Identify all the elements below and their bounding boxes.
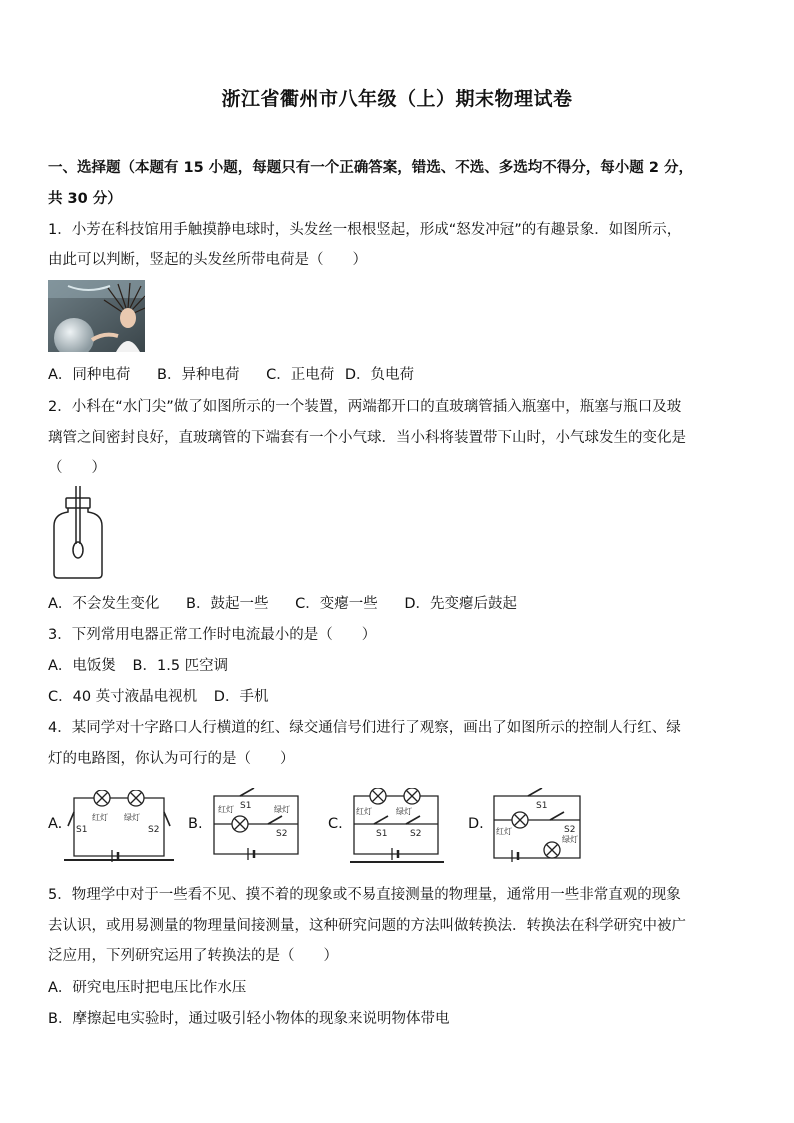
q1-options <box>48 363 414 384</box>
q2-stem-cont2: （ ） <box>48 460 106 476</box>
q2-option-c[interactable]: C．变瘪一些 <box>295 596 378 612</box>
q4a-s2-label: S2 <box>148 825 160 835</box>
q2-stem-cont: 璃管之间密封良好，直玻璃管的下端套有一个小气球．当小科将装置带下山时，小气球发生的变化是 <box>48 430 686 446</box>
q4c-s1-label: S1 <box>376 829 388 839</box>
q4a-green-label: 绿灯 <box>124 813 140 822</box>
q4b-green-label: 绿灯 <box>274 805 290 814</box>
q4b-s1-label: S1 <box>240 801 252 811</box>
q4-option-d[interactable]: D. <box>468 816 484 832</box>
q4d-s1-label: S1 <box>536 801 548 811</box>
q4-circuit-b <box>210 788 302 866</box>
q5-stem: 5．物理学中对于一些看不见、摸不着的现象或不易直接测量的物理量，通常用一些非常直观的现象 <box>48 887 681 903</box>
q4-option-b[interactable]: B. <box>188 816 203 832</box>
q2-option-a[interactable]: A．不会发生变化 <box>48 596 160 612</box>
q4-circuit-c <box>350 788 444 868</box>
q4b-s2-label: S2 <box>276 829 288 839</box>
q4a-red-label: 红灯 <box>92 813 108 822</box>
q4d-s2-label: S2 <box>564 825 576 835</box>
q4c-red-label: 红灯 <box>356 807 372 816</box>
q3-option-b[interactable]: B．1.5 匹空调 <box>132 658 229 674</box>
q3-options-row2 <box>48 685 268 706</box>
q3-options-row1 <box>48 654 228 675</box>
q4-circuit-d <box>490 788 586 870</box>
section-heading-cont: 共 30 分） <box>48 191 122 207</box>
q1-stem-cont: 由此可以判断，竖起的头发丝所带电荷是（ ） <box>48 252 367 268</box>
q4-option-c[interactable]: C. <box>328 816 343 832</box>
q2-options <box>48 592 517 613</box>
q3-option-c[interactable]: C．40 英寸液晶电视机 <box>48 689 198 705</box>
q4-stem-cont: 灯的电路图，你认为可行的是（ ） <box>48 751 295 767</box>
q4c-green-label: 绿灯 <box>396 807 412 816</box>
q4-stem: 4．某同学对十字路口人行横道的红、绿交通信号们进行了观察，画出了如图所示的控制人行红、绿 <box>48 720 681 736</box>
q4-circuit-a <box>64 790 174 866</box>
q4d-red-label: 红灯 <box>496 827 512 836</box>
q4c-s2-label: S2 <box>410 829 422 839</box>
q1-option-b[interactable]: B．异种电荷 <box>157 367 240 383</box>
q4b-red-label: 红灯 <box>218 805 234 814</box>
q4a-s1-label: S1 <box>76 825 88 835</box>
page-title: 浙江省衢州市八年级（上）期末物理试卷 <box>221 88 573 110</box>
q3-option-a[interactable]: A．电饭煲 <box>48 658 116 674</box>
q4d-green-label: 绿灯 <box>562 835 578 844</box>
q1-option-d[interactable]: D．负电荷 <box>344 367 414 383</box>
q3-option-d[interactable]: D．手机 <box>213 689 269 705</box>
q5-option-b[interactable]: B．摩擦起电实验时，通过吸引轻小物体的现象来说明物体带电 <box>48 1011 450 1027</box>
q1-stem: 1．小芳在科技馆用手触摸静电球时，头发丝一根根竖起，形成“怒发冲冠”的有趣景象．如图所示， <box>48 222 682 238</box>
q1-option-a[interactable]: A．同种电荷 <box>48 367 131 383</box>
q4-option-a[interactable]: A. <box>48 816 63 832</box>
q2-stem: 2．小科在“水门尖”做了如图所示的一个装置，两端都开口的直玻璃管插入瓶塞中，瓶塞与瓶口及玻 <box>48 399 682 415</box>
q1-option-c[interactable]: C．正电荷 <box>266 367 335 383</box>
q5-option-a[interactable]: A．研究电压时把电压比作水压 <box>48 980 247 996</box>
q5-stem-cont2: 泛应用，下列研究运用了转换法的是（ ） <box>48 948 338 964</box>
q2-option-b[interactable]: B．鼓起一些 <box>186 596 269 612</box>
q1-photo <box>48 280 145 356</box>
q5-stem-cont: 去认识，或用易测量的物理量间接测量，这种研究问题的方法叫做转换法．转换法在科学研究中被广 <box>48 918 686 934</box>
q2-bottle-figure <box>50 486 106 584</box>
q3-stem: 3．下列常用电器正常工作时电流最小的是（ ） <box>48 627 377 643</box>
q2-option-d[interactable]: D．先变瘪后鼓起 <box>404 596 517 612</box>
section-heading: 一、选择题（本题有 15 小题，每题只有一个正确答案，错选、不选、多选均不得分，每小题 2 分， <box>48 160 693 176</box>
